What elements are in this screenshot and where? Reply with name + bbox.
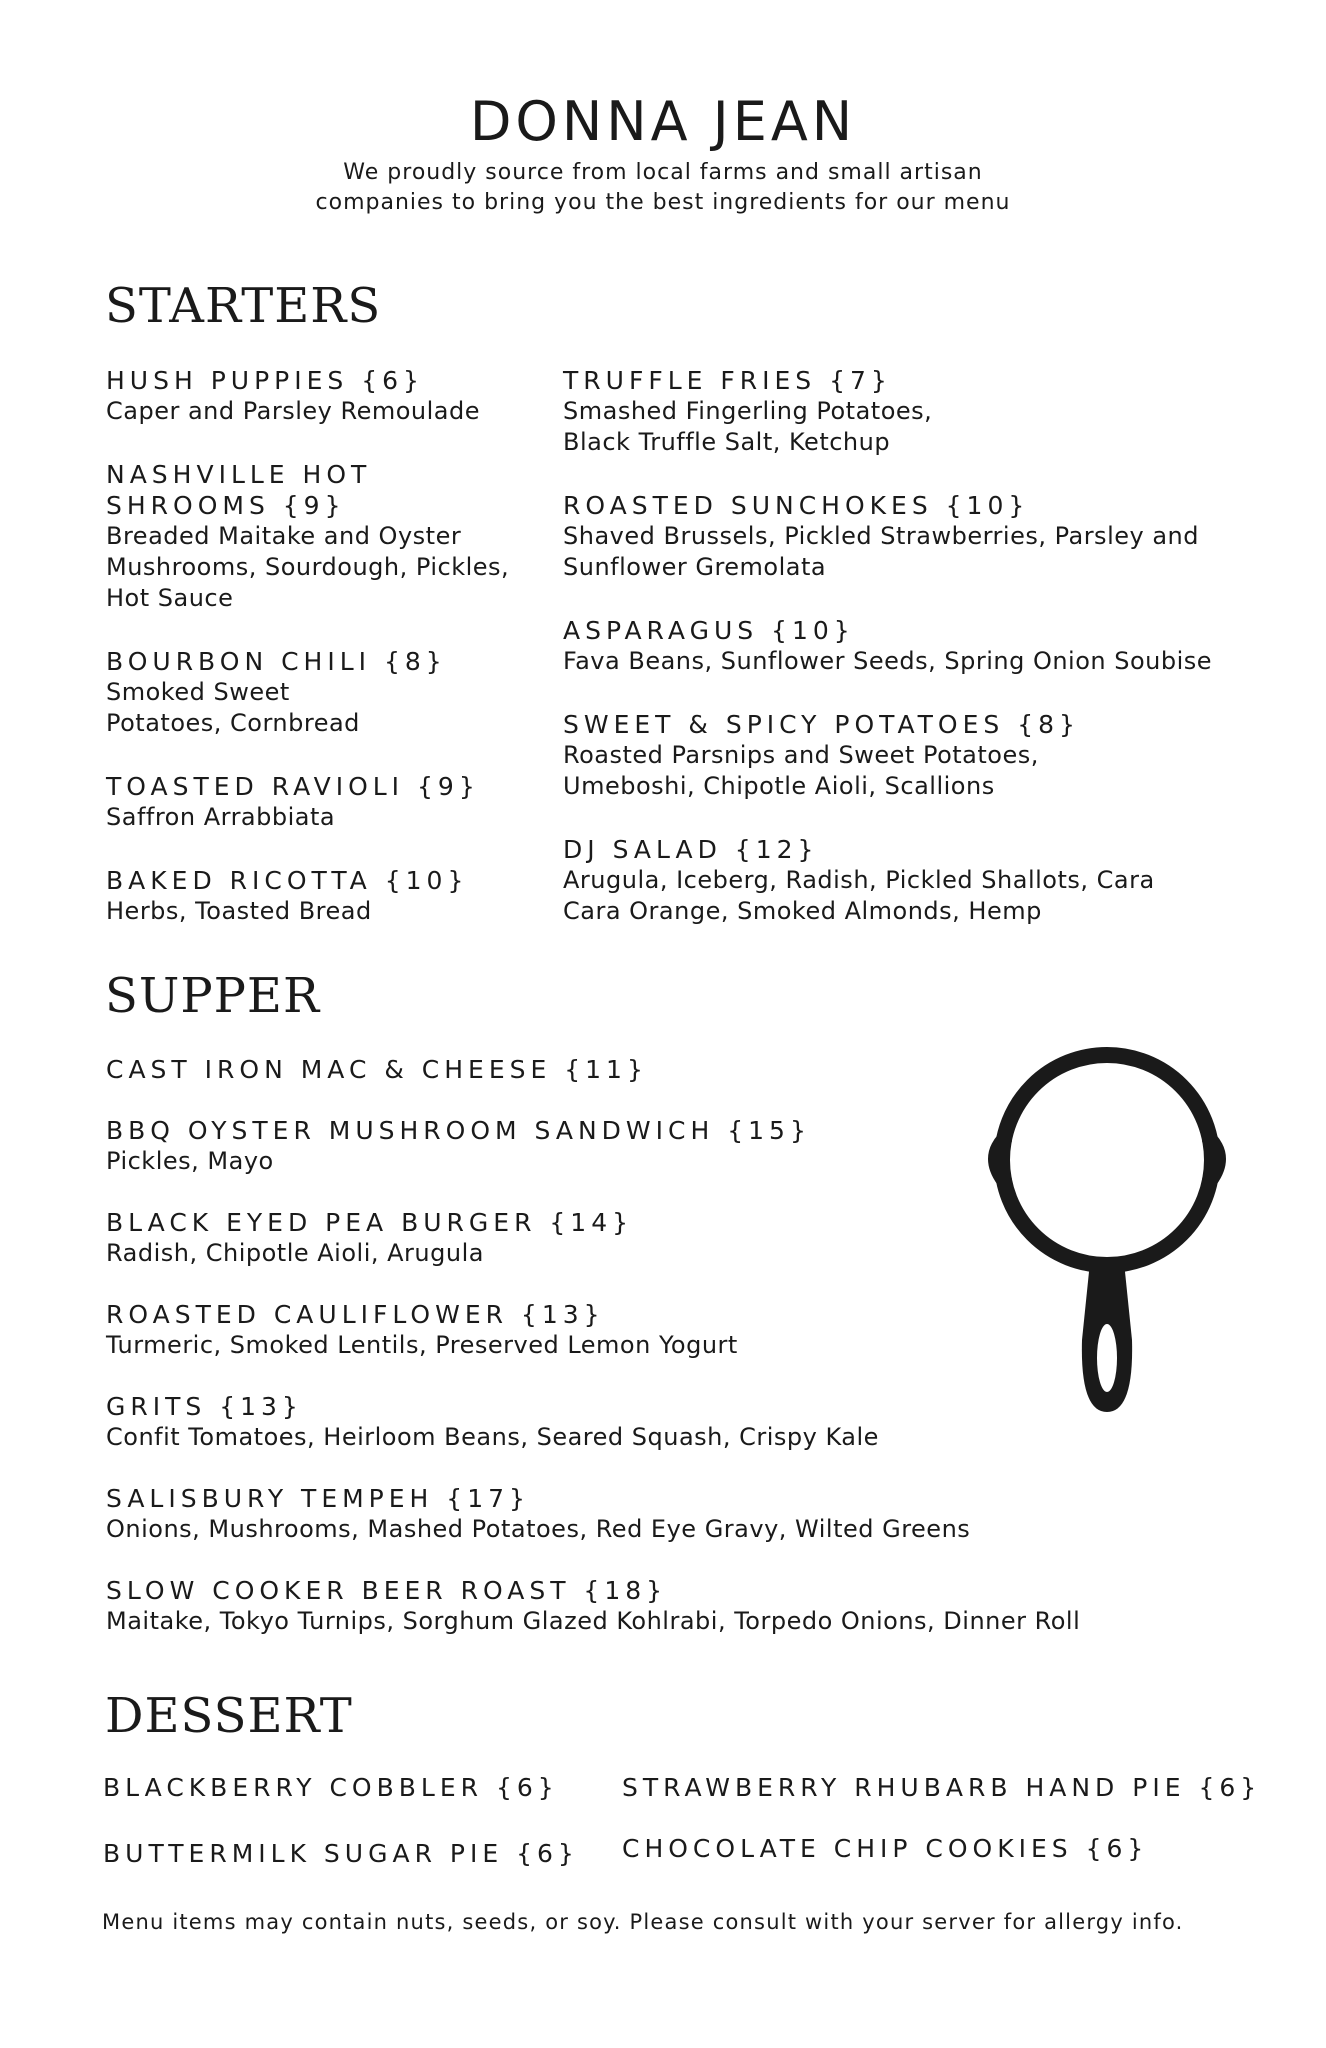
item-description: Saffron Arrabbiata — [106, 803, 336, 831]
item-name: HUSH PUPPIES {6} — [106, 366, 424, 395]
item-description: Roasted Parsnips and Sweet Potatoes, Umeboshi, Chipotle Aioli, Scallions — [563, 741, 1039, 800]
item-name: ROASTED SUNCHOKES {10} — [563, 491, 1030, 520]
menu-item — [106, 646, 526, 739]
item-name: CAST IRON MAC & CHEESE {11} — [106, 1055, 648, 1084]
item-name: SWEET & SPICY POTATOES {8} — [563, 710, 1080, 739]
menu-item — [106, 1575, 1226, 1637]
restaurant-title: DONNA JEAN — [469, 90, 857, 153]
item-name: SALISBURY TEMPEH {17} — [106, 1484, 530, 1513]
dessert-item: CHOCOLATE CHIP COOKIES {6} — [622, 1834, 1149, 1863]
intro-line-2: companies to bring you the best ingredients for our menu — [315, 190, 1011, 215]
item-name: SLOW COOKER BEER ROAST {18} — [106, 1576, 668, 1605]
item-description: Herbs, Toasted Bread — [106, 897, 372, 925]
item-name: NASHVILLE HOT SHROOMS {9} — [106, 460, 372, 520]
menu-item — [106, 459, 526, 614]
item-name: BAKED RICOTTA {10} — [106, 866, 469, 895]
menu-item — [563, 615, 1263, 677]
allergy-footnote: Menu items may contain nuts, seeds, or soy. Please consult with your server for allergy info. — [102, 1910, 1184, 1934]
intro-text — [0, 158, 1326, 218]
item-name: DJ SALAD {12} — [563, 835, 819, 864]
dessert-item: STRAWBERRY RHUBARB HAND PIE {6} — [622, 1773, 1262, 1802]
starters-left-column — [106, 365, 526, 959]
item-name: BOURBON CHILI {8} — [106, 647, 447, 676]
menu-item — [106, 771, 526, 833]
item-description: Shaved Brussels, Pickled Strawberries, Parsley and Sunflower Gremolata — [563, 522, 1199, 581]
item-name: BBQ OYSTER MUSHROOM SANDWICH {15} — [106, 1116, 811, 1145]
intro-line-1: We proudly source from local farms and small artisan — [343, 160, 983, 185]
menu-item — [563, 709, 1263, 802]
item-description: Breaded Maitake and Oyster Mushrooms, Sourdough, Pickles, Hot Sauce — [106, 522, 510, 612]
item-description: Smoked Sweet Potatoes, Cornbread — [106, 678, 360, 737]
item-description: Pickles, Mayo — [106, 1147, 274, 1175]
starters-right-column — [563, 365, 1263, 959]
dessert-item: BUTTERMILK SUGAR PIE {6} — [103, 1839, 579, 1868]
item-description: Onions, Mushrooms, Mashed Potatoes, Red Eye Gravy, Wilted Greens — [106, 1515, 971, 1543]
item-description: Arugula, Iceberg, Radish, Pickled Shallots, Cara Cara Orange, Smoked Almonds, Hemp — [563, 866, 1155, 925]
item-name: ROASTED CAULIFLOWER {13} — [106, 1300, 605, 1329]
menu-item — [563, 365, 1263, 458]
item-name: GRITS {13} — [106, 1392, 303, 1421]
menu-item — [563, 834, 1263, 927]
item-description: Caper and Parsley Remoulade — [106, 397, 480, 425]
item-description: Turmeric, Smoked Lentils, Preserved Lemon Yogurt — [106, 1331, 738, 1359]
menu-item — [106, 1483, 1226, 1545]
item-name: BLACK EYED PEA BURGER {14} — [106, 1208, 634, 1237]
item-description: Smashed Fingerling Potatoes, Black Truffle Salt, Ketchup — [563, 397, 933, 456]
item-name: TRUFFLE FRIES {7} — [563, 366, 892, 395]
item-description: Maitake, Tokyo Turnips, Sorghum Glazed Kohlrabi, Torpedo Onions, Dinner Roll — [106, 1607, 1081, 1635]
item-name: ASPARAGUS {10} — [563, 616, 855, 645]
menu-item — [106, 365, 526, 427]
item-name: TOASTED RAVIOLI {9} — [106, 772, 480, 801]
menu-item — [563, 490, 1263, 583]
item-description: Radish, Chipotle Aioli, Arugula — [106, 1239, 484, 1267]
item-description: Fava Beans, Sunflower Seeds, Spring Onion Soubise — [563, 647, 1213, 675]
dessert-heading: DESSERT — [105, 1688, 353, 1744]
dessert-item: BLACKBERRY COBBLER {6} — [103, 1773, 559, 1802]
menu-item — [106, 865, 526, 927]
starters-heading: STARTERS — [105, 278, 382, 334]
item-description: Confit Tomatoes, Heirloom Beans, Seared Squash, Crispy Kale — [106, 1423, 879, 1451]
cast-iron-skillet-icon — [972, 1040, 1242, 1420]
supper-heading: SUPPER — [105, 968, 321, 1024]
